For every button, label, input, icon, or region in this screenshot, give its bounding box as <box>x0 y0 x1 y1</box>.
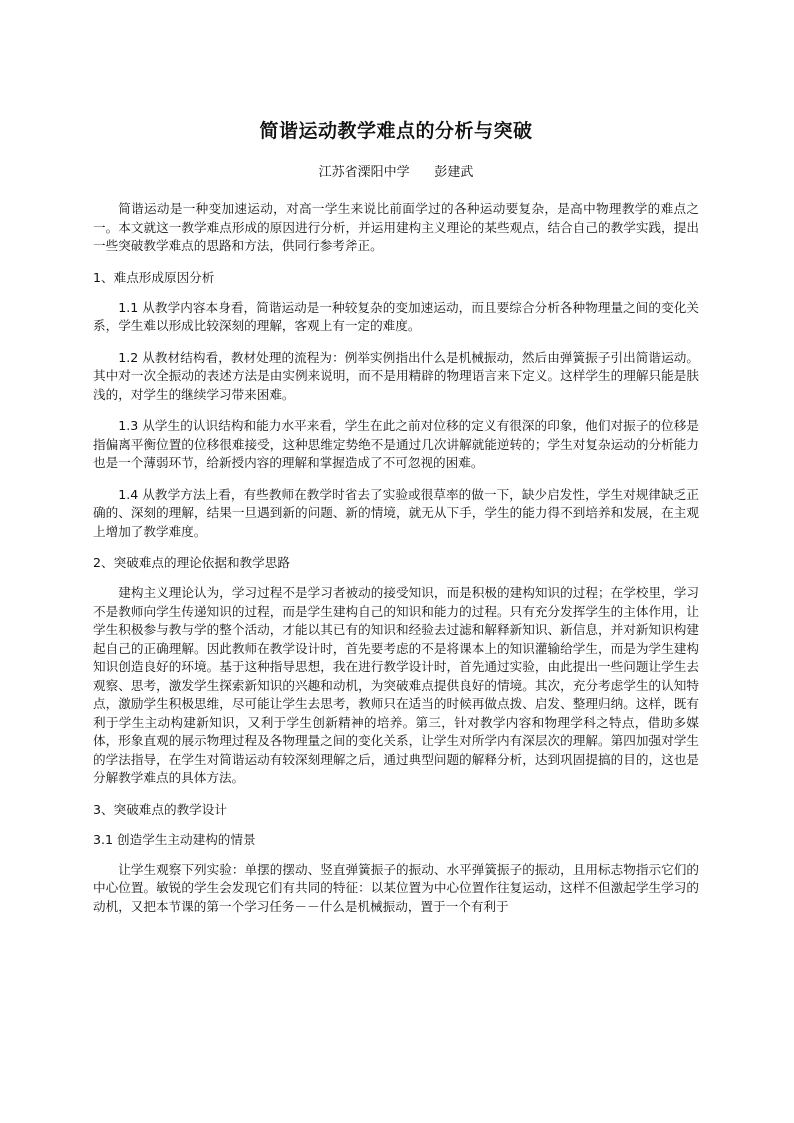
section-1-heading: 1、难点形成原因分析 <box>93 269 215 285</box>
section-1-paragraph-1: 1.1 从教学内容本身看，简谐运动是一种较复杂的变加速运动，而且要综合分析各种物理量之间的变化关系，学生难以形成比较深刻的理解，客观上有一定的难度。 <box>93 299 699 333</box>
section-1-paragraph-3: 1.3 从学生的认识结构和能力水平来看，学生在此之前对位移的定义有很深的印象，他们对振子的位移是指偏离平衡位置的位移很难接受，这种思维定势绝不是通过几次讲解就能逆转的；学生对复杂运动的分析能力也是一个薄弱环节，给新授内容的理解和掌握造成了不可忽视的困难。 <box>93 418 699 470</box>
document-title: 简谐运动教学难点的分析与突破 <box>259 120 533 142</box>
intro-paragraph: 简谐运动是一种变加速运动，对高一学生来说比前面学过的各种运动要复杂，是高中物理教学的难点之一。本文就这一教学难点形成的原因进行分析，并运用建构主义理论的某些观点，结合自己的教学实践，提出一些突破教学难点的思路和方法，供同行参考斧正。 <box>93 201 699 253</box>
section-2-paragraph-1: 建构主义理论认为，学习过程不是学习者被动的接受知识，而是积极的建构知识的过程；在学校里，学习不是教师向学生传递知识的过程，而是学生建构自己的知识和能力的过程。只有充分发挥学生的主体作用，让学生积极参与教与学的整个活动，才能以其已有的知识和经验去过滤和解释新知识、新信息，并对新知识构建起自己的正确理解。因此教师在教学设计时，首先要考虑的不是将课本上的知识灌输给学生，而是为学生建构知识创造良好的环境。基于这种指导思想，我在进行教学设计时，首先通过实验，由此提出一些问题让学生去观察、思考，激发学生探索新知识的兴趣和动机，为突破难点提供良好的情境。其次，充分考虑学生的认知特点，激励学生积极思维，尽可能让学生去思考，教师只在适当的时候再做点拨、启发、整理归纳。这样，既有利于学生主动构建新知识，又利于学生创新精神的培养。第三，针对教学内容和物理学科之特点，借助多媒体，形象直观的展示物理过程及各物理量之间的变化关系，让学生对所学内有深层次的理解。第四加强对学生的学法指导，在学生对简谐运动有较深刻理解之后，通过典型问题的解释分析，达到巩固提搞的目的，这也是分解教学难点的具体方法。 <box>93 585 699 785</box>
author-line: 江苏省溧阳中学 彭建武 <box>318 165 474 180</box>
section-3-1-heading: 3.1 创造学生主动建构的情景 <box>93 831 256 847</box>
section-3-paragraph-1: 让学生观察下列实验：单摆的摆动、竖直弹簧振子的振动、水平弹簧振子的振动，且用标志物指示它们的中心位置。敏锐的学生会发现它们有共同的特征：以某位置为中心位置作往复运动，这样不但激起学生学习的动机，又把本节课的第一个学习任务－－什么是机械振动，置于一个有利于 <box>93 861 699 914</box>
document-page <box>93 118 699 916</box>
section-2-heading: 2、突破难点的理论依据和教学思路 <box>93 555 290 570</box>
section-3-heading: 3、突破难点的教学设计 <box>93 801 227 817</box>
section-1-paragraph-2: 1.2 从教材结构看，教材处理的流程为：例举实例指出什么是机械振动，然后由弹簧振子引出简谐运动。其中对一次全振动的表述方法是由实例来说明，而不是用精辟的物理语言来下定义。这样学生的理解只能是肤浅的，对学生的继续学习带来困难。 <box>93 349 699 402</box>
section-1-paragraph-4: 1.4 从教学方法上看，有些教师在教学时省去了实验或很草率的做一下，缺少启发性，学生对规律缺乏正确的、深刻的理解，结果一旦遇到新的问题、新的情境，就无从下手，学生的能力得不到培养和发展，在主观上增加了教学难度。 <box>93 486 699 539</box>
